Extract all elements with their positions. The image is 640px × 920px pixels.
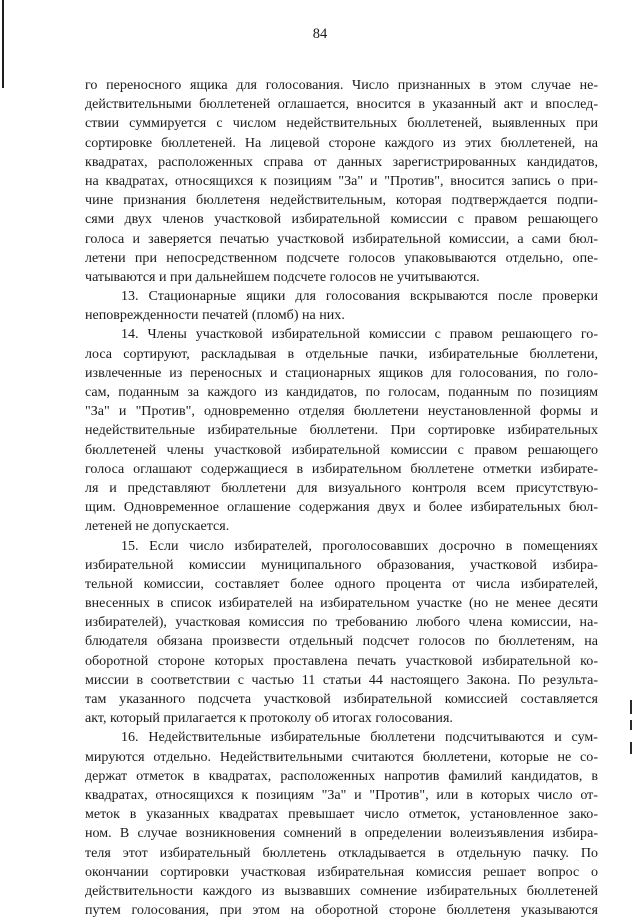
text-line: извлеченные из переносных и стационарных ящиков для голосования, по голо- bbox=[85, 364, 598, 381]
scan-edge-dash bbox=[630, 720, 632, 730]
text-line: избирательной комиссии муниципального образования, участковой избира- bbox=[85, 556, 598, 573]
text-line: "За" и "Против", одновременно отделяя бюллетени неустановленной формы и bbox=[85, 403, 598, 420]
text-line: 16. Недействительные избирательные бюллетени подсчитываются и сум- bbox=[121, 729, 598, 746]
text-line: голоса оглашают содержащиеся в избирательном бюллетене отметки избирате- bbox=[85, 460, 598, 477]
paragraph-p13 bbox=[85, 287, 598, 325]
text-line: го переносного ящика для голосования. Число признанных в этом случае не- bbox=[85, 77, 598, 93]
text-line: путем голосования, при этом на оборотной стороне бюллетеня указываются bbox=[85, 902, 598, 919]
text-line: действительными бюллетеней оглашается, вносится в указанный акт и впослед- bbox=[85, 96, 598, 113]
text-line: миссии в соответствии с частью 11 статьи 44 настоящего Закона. По результа- bbox=[85, 671, 598, 688]
paragraph-p14 bbox=[85, 325, 598, 536]
text-line: акт, который прилагается к протоколу об итогах голосования. bbox=[85, 710, 453, 727]
text-line: теля этот избирательный бюллетень откладывается в отдельную пачку. По bbox=[85, 844, 598, 861]
text-line: держат отметок в квадратах, расположенных напротив фамилий кандидатов, в bbox=[85, 767, 598, 784]
text-line: сам, поданным за каждого из кандидатов, по голосам, поданным по позициям bbox=[85, 384, 598, 400]
text-line: недействительные избирательные бюллетени. При сортировке избирательных bbox=[85, 422, 598, 439]
text-line: мируются отдельно. Недействительными считаются бюллетени, которые не со- bbox=[85, 748, 598, 765]
text-line: 13. Стационарные ящики для голосования вскрываются после проверки bbox=[121, 288, 598, 305]
text-line: действительности каждого из вызвавших сомнение избирательных бюллетеней bbox=[85, 882, 598, 899]
text-line: ля и представляют бюллетени для визуального контроля всем присутствую- bbox=[85, 479, 598, 496]
text-line: чатываются и при дальнейшем подсчете голосов не учитываются. bbox=[85, 268, 480, 285]
page-number: 84 bbox=[312, 26, 328, 42]
text-line: сортировке бюллетеней. На лицевой стороне каждого из этих бюллетеней, на bbox=[85, 134, 598, 151]
text-line: на квадратах, относящихся к позициям "За" и "Против", вносится запись о при- bbox=[85, 172, 598, 189]
text-line: внесенных в список избирателей на избирательном участке (но не менее десяти bbox=[85, 595, 598, 612]
text-line: ном. В случае возникновения сомнений в определении волеизъявления избира- bbox=[85, 825, 598, 842]
paragraph-p12-cont bbox=[85, 76, 598, 287]
text-line: сями двух членов участковой избирательной комиссии с правом решающего bbox=[85, 211, 598, 228]
text-line: голоса и заверяется печатью участковой избирательной комиссии, а сами бюл- bbox=[85, 230, 598, 247]
text-line: лоса сортируют, раскладывая в отдельные пачки, избирательные бюллетени, bbox=[85, 345, 598, 362]
text-line: щим. Одновременное оглашение содержания двух и более избирательных бюл- bbox=[85, 499, 598, 516]
text-line: летеней не допускается. bbox=[85, 518, 230, 535]
text-line: блюдателя обязана произвести отдельный подсчет голосов по бюллетеням, на bbox=[85, 633, 598, 650]
text-line: неповрежденности печатей (пломб) на них. bbox=[85, 307, 345, 324]
text-line: ствии суммируется с числом недействительных бюллетеней, выявленных при bbox=[85, 115, 598, 132]
text-line: 14. Члены участковой избирательной комиссии с правом решающего го- bbox=[121, 326, 598, 343]
text-line: квадратах, относящихся к позициям "За" и "Против", или в которых число от- bbox=[85, 786, 598, 803]
text-line: 15. Если число избирателей, проголосовавших досрочно в помещениях bbox=[121, 537, 598, 554]
text-line: меток в указанных квадратах превышает число отметок, установленное зако- bbox=[85, 806, 598, 823]
paragraph-p15 bbox=[85, 537, 598, 729]
paragraph-p16 bbox=[85, 728, 598, 920]
text-line: квадратах, расположенных справа от данных зарегистрированных кандидатов, bbox=[85, 153, 598, 170]
document-body bbox=[85, 76, 598, 920]
text-line: чине признания бюллетеня недействительным, которая подтверждается подпи- bbox=[85, 192, 598, 209]
text-line: летени при непосредственном подсчете голосов упаковываются отдельно, опе- bbox=[85, 249, 598, 266]
scan-edge-mark bbox=[2, 0, 4, 88]
scan-edge-dash bbox=[630, 700, 632, 714]
scan-edge-dash bbox=[630, 742, 632, 754]
text-line: бюллетеней члены участковой избирательной комиссии с правом решающего bbox=[85, 441, 598, 458]
text-line: тельной комиссии, составляет более одного процента от числа избирателей, bbox=[85, 575, 598, 592]
text-line: окончании сортировки участковая избирательная комиссия решает вопрос о bbox=[85, 863, 598, 880]
text-line: оборотной стороне которых проставлена печать участковой избирательной ко- bbox=[85, 652, 598, 669]
text-line: избирателей), участковая комиссия по требованию любого члена комиссии, на- bbox=[85, 614, 598, 631]
text-line: там указанного подсчета участковой избирательной комиссией составляется bbox=[85, 691, 598, 707]
